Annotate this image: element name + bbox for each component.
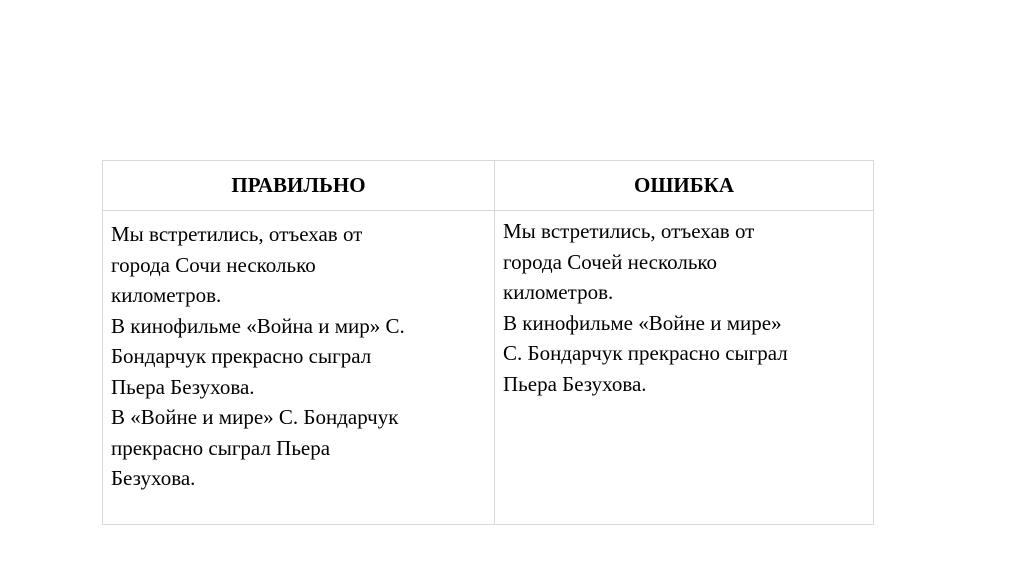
error-examples-cell [495,211,873,524]
comparison-table [102,160,874,525]
correct-line: В кинофильме «Война и мир» С. [111,313,405,338]
error-line: В кинофильме «Войне и мире» [503,310,782,335]
error-header-label: ОШИБКА [633,173,734,197]
correct-line: Бондарчук прекрасно сыграл [111,344,372,368]
error-line: Пьера Безухова. [503,371,647,396]
error-column-header [495,161,873,211]
correct-line: В «Войне и мире» С. Бондарчук [111,405,399,429]
error-line: города Сочей несколько [503,249,718,274]
error-line: Мы встретились, отъехав от [503,219,755,243]
correct-line: города Сочи несколько [111,252,316,277]
error-line: С. Бондарчук прекрасно сыграл [503,341,788,365]
correct-line: Пьера Безухова. [111,374,255,399]
error-line: километров. [503,280,614,304]
correct-column-header [103,161,495,211]
correct-line: Безухова. [111,466,196,490]
correct-header-label: ПРАВИЛЬНО [231,173,366,197]
correct-examples-cell [103,211,495,524]
correct-line: Мы встретились, отъехав от [111,222,363,246]
correct-line: прекрасно сыграл Пьера [111,435,331,460]
correct-line: километров. [111,283,222,307]
